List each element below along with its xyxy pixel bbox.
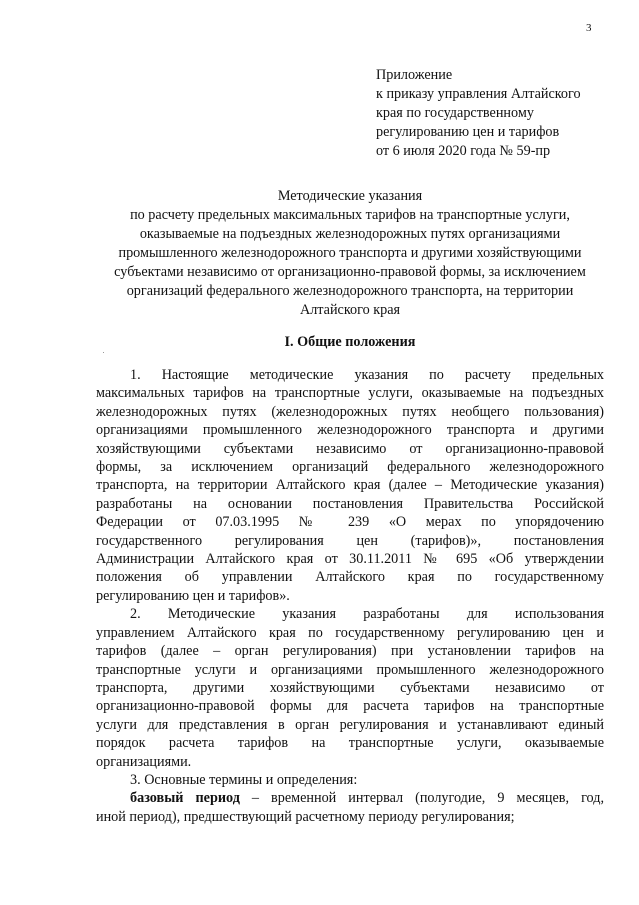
text-line: 2. Методические указания разработаны для использования — [130, 606, 604, 623]
text-line: 1. Настоящие методические указания по расчету предельных — [130, 367, 604, 383]
text-line: максимальных тарифов на транспортные услуги, оказываемые на подъездных — [96, 385, 604, 402]
title-line: промышленного железнодорожного транспорта и другими хозяйствующими — [118, 245, 582, 261]
appendix-line: регулированию цен и тарифов — [376, 124, 560, 140]
paragraph-1 — [96, 366, 604, 605]
text-line: транспорта, другими хозяйствующими субъектами независимо от — [96, 679, 604, 696]
appendix-line: края по государственному — [376, 105, 534, 121]
text-line: порядок расчета тарифов на транспортные услуги, оказываемые — [96, 735, 604, 752]
scan-speck — [103, 352, 104, 353]
title-line: Методические указания — [277, 188, 423, 204]
title-line: оказываемые на подъездных железнодорожных путях организациями — [139, 226, 561, 242]
paragraph-3 — [96, 771, 604, 789]
text-line: Администрации Алтайского края от 30.11.2011 № 695 «Об утверждении — [96, 551, 604, 568]
text-line: государственного регулирования цен (тарифов)», постановления — [96, 532, 604, 549]
paragraph-4 — [96, 789, 604, 826]
page-number: 3 — [586, 22, 592, 34]
definition-text: – временной интервал (полугодие, 9 месяцев, год, — [239, 790, 604, 807]
section-heading: I. Общие положения — [284, 334, 416, 350]
text-line: транспортные услуги и организациями промышленного железнодорожного — [96, 661, 604, 678]
paragraph-2 — [96, 605, 604, 771]
title-line: субъектами независимо от организационно-правовой формы, за исключением — [114, 264, 586, 280]
title-line: Алтайского края — [299, 302, 401, 318]
text-line: хозяйствующими субъектами независимо от организационно-правовой — [96, 440, 604, 457]
text-line: положения об управлении Алтайского края по государственному — [96, 569, 604, 586]
appendix-header — [376, 66, 616, 161]
title-line: по расчету предельных максимальных тарифов на транспортные услуги, — [130, 207, 570, 223]
text-line: формы, за исключением организаций федерального железнодорожного — [96, 459, 604, 476]
document-body — [96, 366, 604, 826]
document-title — [96, 187, 604, 320]
defined-term: базовый период — [130, 790, 240, 807]
text-line: тарифов (далее – орган регулирования) при установлении тарифов на — [96, 643, 604, 660]
title-line: организаций федерального железнодорожного транспорта, на территории — [126, 283, 574, 299]
text-line: железнодорожных путях (железнодорожных путях необщего пользования) — [96, 403, 604, 420]
text-line: организациями промышленного железнодорожного транспорта и другими — [96, 422, 604, 439]
text-line: регулированию цен и тарифов». — [96, 587, 290, 604]
text-line: организациями. — [96, 753, 192, 770]
text-line: управлением Алтайского края по государственному регулированию цен и — [96, 624, 604, 641]
text-line — [96, 789, 604, 807]
text-line: Федерации от 07.03.1995 № 239 «О мерах по упорядочению — [96, 514, 604, 531]
text-line: 3. Основные термины и определения: — [130, 771, 358, 788]
text-line: иной период), предшествующий расчетному периоду регулирования; — [96, 808, 515, 825]
text-line: услуги для представления в орган регулирования и устанавливают единый — [96, 716, 604, 733]
text-line: транспорта, на территории Алтайского края (далее – Методические указания) — [96, 477, 604, 494]
text-line: организационно-правовой формы для расчета тарифов на транспортные — [96, 698, 604, 715]
appendix-line: Приложение — [376, 67, 453, 83]
appendix-line: к приказу управления Алтайского — [376, 86, 581, 102]
appendix-line: от 6 июля 2020 года № 59-пр — [376, 143, 551, 159]
text-line: разработаны на основании постановления Правительства Российской — [96, 495, 604, 512]
